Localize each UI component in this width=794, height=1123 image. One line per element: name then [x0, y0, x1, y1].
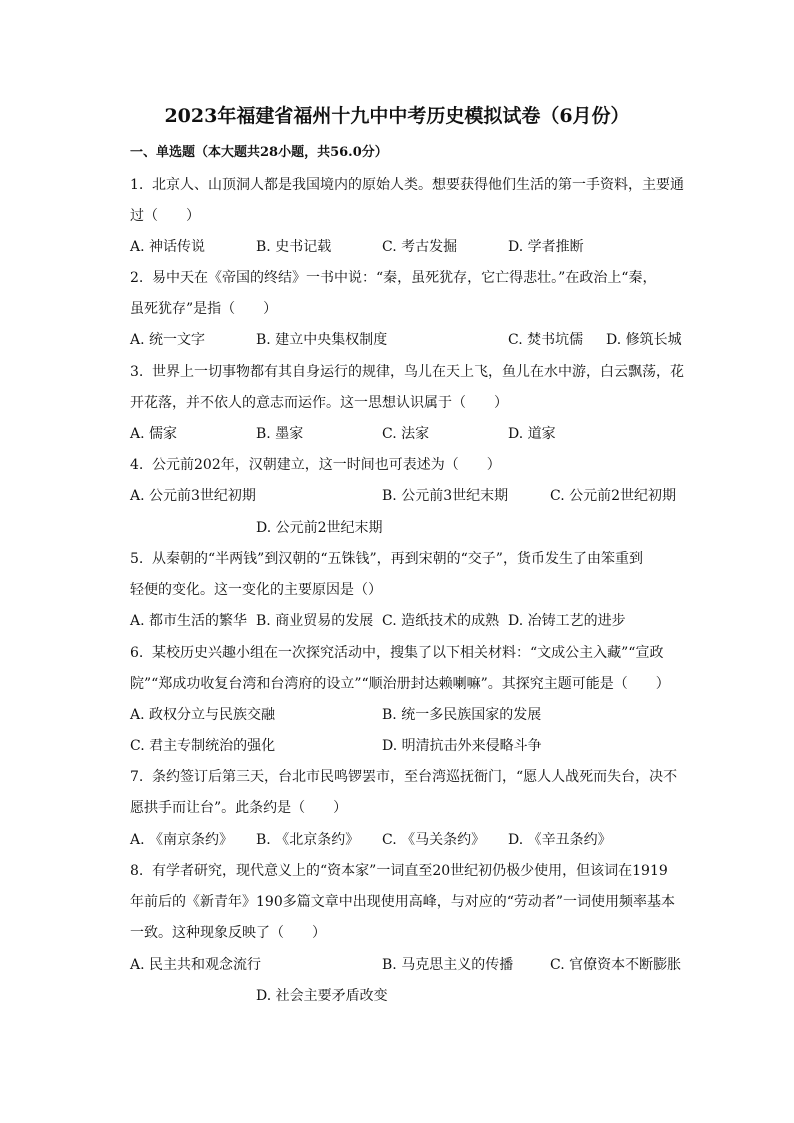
question-3-option-a[interactable]: A. 儒家: [130, 426, 178, 442]
question-8-option-a[interactable]: A. 民主共和观念流行: [130, 957, 262, 973]
question-4-line-1: [130, 455, 501, 475]
question-3-option-d[interactable]: D. 道家: [508, 426, 556, 442]
question-6-option-a[interactable]: A. 政权分立与民族交融: [130, 707, 276, 723]
question-8-line-1: [130, 861, 668, 881]
question-5-line-1: [130, 549, 643, 569]
section-heading: 一、单选题（本大题共28小题，共56.0分）: [130, 145, 388, 160]
question-2-line-1: [130, 268, 656, 288]
question-1-line-1: [130, 175, 684, 195]
question-6-option-d[interactable]: D. 明清抗击外来侵略斗争: [382, 738, 542, 754]
question-7-option-a[interactable]: A. 《南京条约》: [130, 832, 234, 848]
question-6-option-c[interactable]: C. 君主专制统治的强化: [130, 738, 276, 754]
question-2-option-b[interactable]: B. 建立中央集权制度: [256, 332, 388, 348]
question-7-number: 7.: [130, 769, 144, 785]
question-2-option-a[interactable]: A. 统一文字: [130, 332, 206, 348]
question-4-text: 公元前202年，汉朝建立，这一时间也可表述为（ ）: [152, 457, 501, 473]
question-5-line-2: 轻便的变化。这一变化的主要原因是（）: [130, 582, 382, 598]
question-4-number: 4.: [130, 457, 144, 473]
question-4-option-c[interactable]: C. 公元前2世纪初期: [550, 488, 677, 504]
question-7-option-b[interactable]: B. 《北京条约》: [256, 832, 360, 848]
question-7-text: 条约签订后第三天，台北市民鸣锣罢市，至台湾巡抚衙门，“愿人人战死而失台，决不: [152, 769, 678, 785]
question-2-option-d[interactable]: D. 修筑长城: [606, 332, 682, 348]
question-1-line-2: 过（ ）: [130, 208, 200, 224]
question-6-line-1: [130, 643, 663, 663]
question-3-line-1: [130, 362, 684, 382]
question-2-line-2: 虽死犹存”是指（ ）: [130, 301, 278, 317]
question-1-number: 1.: [130, 177, 144, 193]
question-1-text: 北京人、山顶洞人都是我国境内的原始人类。想要获得他们生活的第一手资料，主要通: [152, 177, 684, 193]
question-3-text: 世界上一切事物都有其自身运行的规律，鸟儿在天上飞，鱼儿在水中游，白云飘荡，花: [152, 364, 684, 380]
question-8-text: 有学者研究，现代意义上的“资本家”一词直至20世纪初仍极少使用，但该词在1919: [152, 863, 668, 879]
question-8-number: 8.: [130, 863, 144, 879]
question-1-option-c[interactable]: C. 考古发掘: [382, 239, 458, 255]
question-2-text: 易中天在《帝国的终结》一书中说：“秦，虽死犹存，它亡得悲壮。”在政治上“秦，: [152, 270, 657, 286]
question-5-option-c[interactable]: C. 造纸技术的成熟: [382, 613, 500, 629]
question-6-text: 某校历史兴趣小组在一次探究活动中，搜集了以下相关材料：“文成公主入藏”“宣政: [152, 645, 664, 661]
question-7-option-c[interactable]: C. 《马关条约》: [382, 832, 486, 848]
question-5-option-b[interactable]: B. 商业贸易的发展: [256, 613, 374, 629]
question-7-line-2: 愿拱手而让台”。此条约是（ ）: [130, 800, 348, 816]
question-4-option-b[interactable]: B. 公元前3世纪末期: [382, 488, 509, 504]
question-6-option-b[interactable]: B. 统一多民族国家的发展: [382, 707, 542, 723]
question-7-line-1: [130, 767, 677, 787]
question-7-option-d[interactable]: D. 《辛丑条约》: [508, 832, 612, 848]
question-6-line-2: 院”“郑成功收复台湾和台湾府的设立”“顺治册封达赖喇嘛”。其探究主题可能是（ ）: [130, 676, 670, 692]
question-8-line-2: 年前后的《新青年》190多篇文章中出现使用高峰，与对应的“劳动者”一词使用频率基本: [130, 894, 676, 910]
question-5-text: 从秦朝的“半两钱”到汉朝的“五铢钱”，再到宋朝的“交子”，货币发生了由笨重到: [152, 551, 643, 567]
question-3-option-b[interactable]: B. 墨家: [256, 426, 304, 442]
question-5-option-d[interactable]: D. 冶铸工艺的进步: [508, 613, 626, 629]
question-5-number: 5.: [130, 551, 144, 567]
question-3-number: 3.: [130, 364, 144, 380]
question-8-option-c[interactable]: C. 官僚资本不断膨胀: [550, 957, 682, 973]
question-1-option-b[interactable]: B. 史书记载: [256, 239, 332, 255]
exam-title: 2023年福建省福州十九中中考历史模拟试卷（6月份）: [164, 105, 630, 127]
question-3-option-c[interactable]: C. 法家: [382, 426, 430, 442]
question-8-option-d[interactable]: D. 社会主要矛盾改变: [256, 988, 388, 1004]
question-2-number: 2.: [130, 270, 144, 286]
question-8-line-3: 一致。这种现象反映了（ ）: [130, 925, 326, 941]
question-4-option-a[interactable]: A. 公元前3世纪初期: [130, 488, 256, 504]
question-3-line-2: 开花落，并不依人的意志而运作。这一思想认识属于（ ）: [130, 395, 508, 411]
question-5-option-a[interactable]: A. 都市生活的繁华: [130, 613, 248, 629]
question-2-option-c[interactable]: C. 焚书坑儒: [508, 332, 584, 348]
question-1-option-a[interactable]: A. 神话传说: [130, 239, 206, 255]
question-4-option-d[interactable]: D. 公元前2世纪末期: [256, 520, 383, 536]
question-1-option-d[interactable]: D. 学者推断: [508, 239, 584, 255]
question-8-option-b[interactable]: B. 马克思主义的传播: [382, 957, 514, 973]
question-6-number: 6.: [130, 645, 144, 661]
